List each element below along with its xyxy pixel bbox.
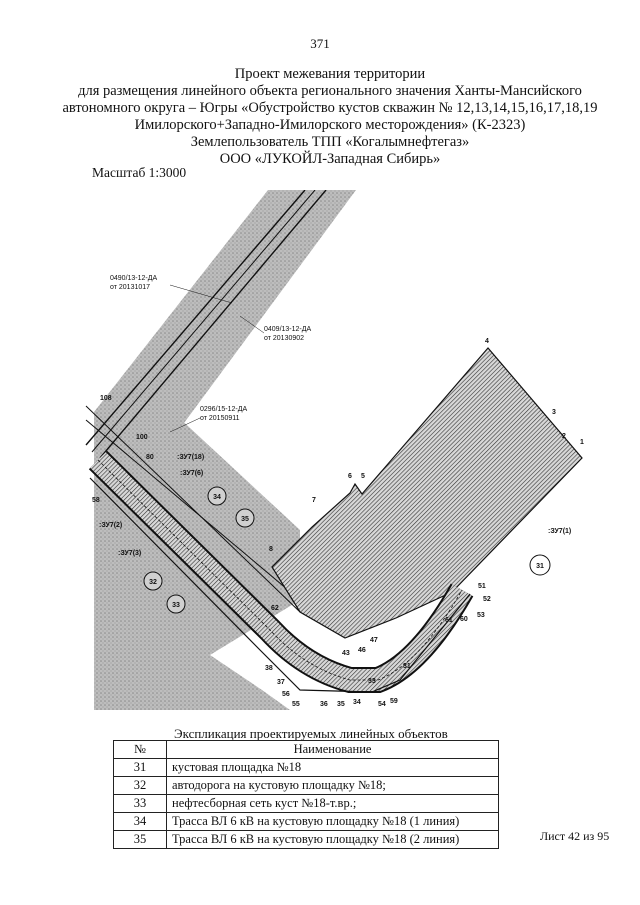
svg-text:0409/13-12-ДА: 0409/13-12-ДА xyxy=(264,326,312,333)
row-number: 33 xyxy=(114,795,167,813)
zone-label: :ЗУ7(3) xyxy=(118,550,142,557)
title-line: Землепользователь ТПП «Когалымнефтегаз» xyxy=(190,134,470,150)
row-number: 34 xyxy=(114,813,167,831)
svg-text:31: 31 xyxy=(536,563,544,570)
row-name: Трасса ВЛ 6 кВ на кустовую площадку №18 (2 линия) xyxy=(167,831,499,849)
svg-text:37: 37 xyxy=(277,679,285,686)
table-row xyxy=(114,795,499,813)
svg-text:от 20150911: от 20150911 xyxy=(200,415,240,422)
object-marker-32 xyxy=(144,572,162,590)
row-name: кустовая площадка №18 xyxy=(167,759,499,777)
svg-text:43: 43 xyxy=(342,650,350,657)
page-number: 371 xyxy=(310,36,330,51)
svg-text:61: 61 xyxy=(445,617,453,624)
svg-text:33: 33 xyxy=(172,602,180,609)
row-name: автодорога на кустовую площадку №18; xyxy=(167,777,499,795)
svg-text:60: 60 xyxy=(460,616,468,623)
svg-text:0296/15-12-ДА: 0296/15-12-ДА xyxy=(200,406,248,413)
cadastral-map xyxy=(0,190,640,715)
svg-text:31: 31 xyxy=(403,663,411,670)
zone-label: :ЗУ7(1) xyxy=(548,528,572,535)
svg-text:53: 53 xyxy=(477,612,485,619)
explication-title: Экспликация проектируемых линейных объектов xyxy=(174,726,448,741)
title-line: для размещения линейного объекта регионального значения Ханты-Мансийского xyxy=(78,83,582,99)
row-name: нефтесборная сеть куст №18-т.вр.; xyxy=(167,795,499,813)
svg-text:3: 3 xyxy=(552,409,556,416)
svg-text:34: 34 xyxy=(353,699,361,706)
table-row xyxy=(114,813,499,831)
scale-label: Масштаб 1:3000 xyxy=(92,165,187,180)
explication-table xyxy=(113,740,499,849)
zone-label: :ЗУ7(2) xyxy=(99,522,123,529)
svg-text:59: 59 xyxy=(390,698,398,705)
svg-text:35: 35 xyxy=(241,516,249,523)
row-name: Трасса ВЛ 6 кВ на кустовую площадку №18 (1 линия) xyxy=(167,813,499,831)
svg-text:38: 38 xyxy=(265,665,273,672)
svg-text:54: 54 xyxy=(378,701,386,708)
svg-text:от 20131017: от 20131017 xyxy=(110,284,151,291)
table-row xyxy=(114,831,499,849)
zone-label: :ЗУ7(18) xyxy=(177,454,205,461)
svg-text:8: 8 xyxy=(269,546,273,553)
svg-text:34: 34 xyxy=(213,494,221,501)
svg-text:2: 2 xyxy=(562,433,566,440)
svg-text:56: 56 xyxy=(282,691,290,698)
row-number: 31 xyxy=(114,759,167,777)
svg-text:36: 36 xyxy=(320,701,328,708)
sheet-number: Лист 42 из 95 xyxy=(540,829,610,843)
svg-text:6: 6 xyxy=(348,473,352,480)
svg-text:32: 32 xyxy=(149,579,157,586)
document-title xyxy=(60,66,600,168)
table-row xyxy=(114,759,499,777)
title-line: Имилорского+Западно-Имилорского месторождения» (К-2323) xyxy=(134,117,526,133)
svg-text:51: 51 xyxy=(478,583,486,590)
object-marker-33 xyxy=(167,595,185,613)
svg-text:от 20130902: от 20130902 xyxy=(264,335,305,342)
table-row xyxy=(114,777,499,795)
svg-text:58: 58 xyxy=(92,497,100,504)
table-header-row xyxy=(114,741,499,759)
svg-text:62: 62 xyxy=(271,605,279,612)
zone-label: :ЗУ7(6) xyxy=(180,470,204,477)
title-line: ООО «ЛУКОЙЛ-Западная Сибирь» xyxy=(219,151,441,167)
object-marker-34 xyxy=(208,487,226,505)
row-number: 32 xyxy=(114,777,167,795)
svg-text:1: 1 xyxy=(580,439,584,446)
row-number: 35 xyxy=(114,831,167,849)
svg-text:5: 5 xyxy=(361,473,365,480)
column-header: № xyxy=(114,741,167,759)
svg-text:0490/13-12-ДА: 0490/13-12-ДА xyxy=(110,275,158,282)
title-line: автономного округа – Югры «Обустройство кустов скважин № 12,13,14,15,16,17,18,19 xyxy=(62,100,598,116)
svg-text:108: 108 xyxy=(100,395,112,402)
svg-text:100: 100 xyxy=(136,434,148,441)
well-pad-31 xyxy=(272,348,582,638)
svg-text:4: 4 xyxy=(485,338,489,345)
svg-text:47: 47 xyxy=(370,637,378,644)
svg-text:35: 35 xyxy=(337,701,345,708)
svg-text:80: 80 xyxy=(146,454,154,461)
svg-text:52: 52 xyxy=(483,596,491,603)
svg-text:7: 7 xyxy=(312,497,316,504)
title-line: Проект межевания территории xyxy=(234,66,426,82)
svg-text:46: 46 xyxy=(358,647,366,654)
object-marker-35 xyxy=(236,509,254,527)
column-header: Наименование xyxy=(167,741,499,759)
object-marker-31 xyxy=(530,555,550,575)
svg-text:33: 33 xyxy=(368,678,376,685)
svg-text:55: 55 xyxy=(292,701,300,708)
